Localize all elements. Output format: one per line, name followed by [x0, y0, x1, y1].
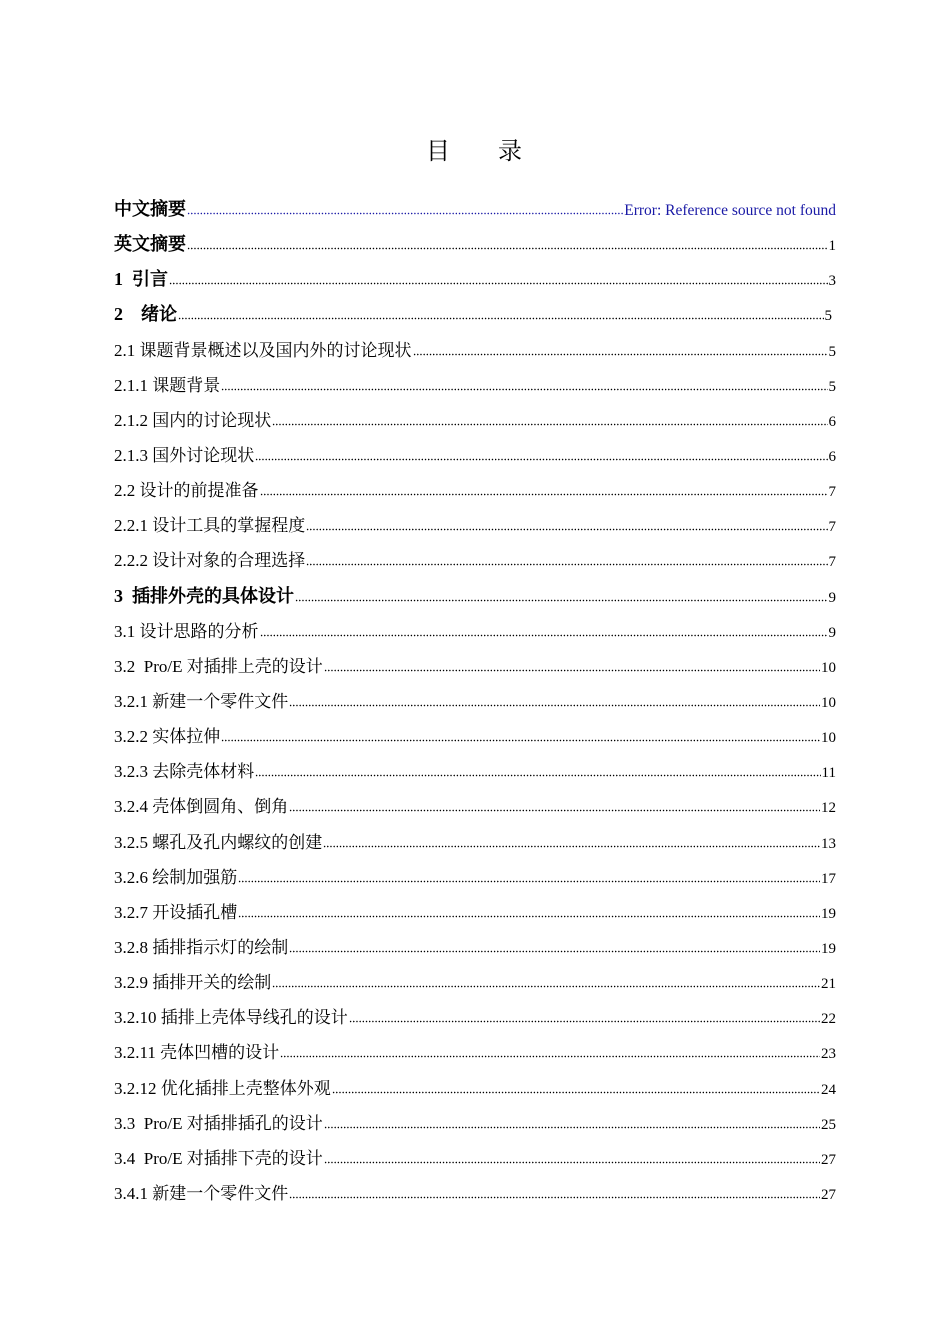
toc-dot-leader — [349, 1017, 820, 1023]
toc-dot-leader — [324, 1123, 820, 1129]
toc-page-number: 10 — [821, 659, 836, 676]
toc-page-number: 1 — [828, 238, 836, 255]
toc-page-number: 10 — [821, 694, 836, 711]
toc-page-number: 7 — [828, 519, 836, 536]
toc-page-number: 9 — [828, 624, 836, 641]
toc-title — [0, 137, 950, 167]
toc-entry-label: 3.2.12 优化插排上壳整体外观 — [114, 1078, 331, 1098]
toc-entry[interactable] — [114, 1071, 836, 1106]
toc-entry-label: 3.2.2 实体拉伸 — [114, 727, 221, 747]
toc-entry[interactable] — [114, 789, 836, 824]
toc-entry[interactable] — [114, 895, 836, 930]
toc-entry[interactable] — [114, 262, 836, 297]
toc-entry[interactable] — [114, 649, 836, 684]
toc-entry-label: 2.1.1 课题背景 — [114, 375, 221, 395]
toc-page-number: 9 — [828, 589, 836, 606]
toc-entry-label: 2.2.1 设计工具的掌握程度 — [114, 516, 306, 536]
toc-entry-label: 3.2.8 插排指示灯的绘制 — [114, 937, 289, 957]
toc-entry-label: 3.4 Pro/E 对插排下壳的设计 — [114, 1148, 323, 1168]
toc-entry[interactable] — [114, 579, 836, 614]
toc-page-number: 6 — [828, 413, 836, 430]
toc-dot-leader — [238, 877, 820, 883]
toc-entry[interactable] — [114, 403, 836, 438]
toc-dot-leader — [289, 1193, 820, 1199]
toc-entry-label: 英文摘要 — [114, 234, 186, 255]
toc-entry[interactable] — [114, 1176, 836, 1211]
toc-dot-leader — [272, 982, 820, 988]
toc-entry-label: 2.2 设计的前提准备 — [114, 481, 259, 501]
toc-entry[interactable] — [114, 930, 836, 965]
toc-entry[interactable] — [114, 473, 836, 508]
toc-entry[interactable] — [114, 227, 836, 262]
toc-dot-leader — [323, 842, 820, 848]
toc-entry[interactable] — [114, 825, 836, 860]
toc-dot-leader — [238, 912, 820, 918]
toc-entry[interactable] — [114, 1000, 836, 1035]
toc-dot-leader — [324, 666, 820, 672]
toc-page-number: 22 — [821, 1011, 836, 1028]
toc-entry-label: 2.1 课题背景概述以及国内外的讨论现状 — [114, 340, 412, 360]
toc-entry[interactable] — [114, 860, 836, 895]
toc-dot-leader — [169, 279, 828, 285]
toc-entry-label: 3.2.4 壳体倒圆角、倒角 — [114, 797, 289, 817]
toc-page-number: 7 — [828, 484, 836, 501]
toc-page-number: 25 — [821, 1116, 836, 1133]
toc-page-number: 24 — [821, 1081, 836, 1098]
toc-entry[interactable] — [114, 1141, 836, 1176]
toc-entry-label: 3 插排外壳的具体设计 — [114, 585, 294, 606]
toc-entry[interactable] — [114, 1106, 836, 1141]
toc-dot-leader — [221, 736, 820, 742]
toc-page-number: 27 — [821, 1186, 836, 1203]
toc-entry[interactable] — [114, 754, 836, 789]
toc-dot-leader — [295, 596, 828, 602]
toc-entry[interactable] — [114, 297, 836, 332]
toc-entry-label: 3.2.10 插排上壳体导线孔的设计 — [114, 1008, 348, 1028]
toc-page-number: 6 — [828, 448, 836, 465]
toc-entry-label: 3.2.3 去除壳体材料 — [114, 762, 255, 782]
toc-entry-label: 3.2.1 新建一个零件文件 — [114, 691, 289, 711]
toc-title-char-2: 录 — [498, 139, 524, 165]
toc-dot-leader — [306, 560, 827, 566]
toc-entry-label: 中文摘要 — [114, 199, 186, 219]
toc-entry-label: 3.1 设计思路的分析 — [114, 621, 259, 641]
toc-entry-label: 2.2.2 设计对象的合理选择 — [114, 551, 306, 571]
toc-entry-label: 3.2.7 开设插孔槽 — [114, 902, 238, 922]
toc-page-number: 5 — [828, 378, 836, 395]
toc-dot-leader — [324, 1158, 820, 1164]
toc-entry[interactable] — [114, 438, 836, 473]
toc-entry-label: 2 绪论 — [114, 304, 177, 325]
toc-page-number: 19 — [821, 905, 836, 922]
toc-dot-leader — [289, 947, 820, 953]
toc-page-number: 12 — [821, 800, 836, 817]
toc-entry-label: 3.2.9 插排开关的绘制 — [114, 973, 272, 993]
toc-error-reference[interactable]: Error: Reference source not found — [624, 202, 836, 219]
toc-entry-label: 3.4.1 新建一个零件文件 — [114, 1183, 289, 1203]
toc-page-number: 23 — [821, 1046, 836, 1063]
toc-entry[interactable] — [114, 192, 836, 227]
toc-entry[interactable] — [114, 368, 836, 403]
toc-entry-label: 3.2.5 螺孔及孔内螺纹的创建 — [114, 832, 323, 852]
toc-page-number: 21 — [821, 976, 836, 993]
toc-dot-leader — [289, 701, 820, 707]
toc-page-number: 27 — [821, 1151, 836, 1168]
toc-dot-leader — [178, 314, 824, 320]
toc-dot-leader — [187, 209, 623, 215]
toc-entry-label: 2.1.3 国外讨论现状 — [114, 445, 255, 465]
toc-page-number: 7 — [828, 554, 836, 571]
table-of-contents — [114, 192, 836, 1211]
toc-dot-leader — [187, 244, 828, 250]
toc-page-number: 3 — [828, 273, 836, 290]
toc-dot-leader — [260, 631, 828, 637]
toc-entry-label: 3.2 Pro/E 对插排上壳的设计 — [114, 656, 323, 676]
toc-dot-leader — [255, 771, 820, 777]
toc-entry[interactable] — [114, 508, 836, 543]
toc-entry[interactable] — [114, 965, 836, 1000]
toc-page-number: 10 — [821, 730, 836, 747]
toc-page-number: 5 — [828, 343, 836, 360]
toc-dot-leader — [255, 455, 827, 461]
toc-dot-leader — [413, 350, 828, 356]
toc-dot-leader — [289, 806, 820, 812]
toc-entry[interactable] — [114, 1035, 836, 1070]
toc-entry[interactable] — [114, 614, 836, 649]
toc-entry[interactable] — [114, 543, 836, 578]
toc-entry[interactable] — [114, 719, 836, 754]
toc-dot-leader — [221, 385, 827, 391]
toc-page-number: 13 — [821, 835, 836, 852]
toc-entry-label: 1 引言 — [114, 269, 168, 290]
toc-dot-leader — [306, 525, 827, 531]
toc-page-number: 5 — [824, 308, 832, 325]
toc-page-number: 11 — [821, 765, 836, 782]
toc-page-number: 17 — [821, 870, 836, 887]
toc-entry-label: 3.3 Pro/E 对插排插孔的设计 — [114, 1113, 323, 1133]
toc-dot-leader — [272, 420, 827, 426]
toc-dot-leader — [260, 490, 828, 496]
toc-entry[interactable] — [114, 333, 836, 368]
toc-title-char-1: 目 — [426, 139, 452, 165]
toc-dot-leader — [332, 1088, 820, 1094]
toc-entry-label: 2.1.2 国内的讨论现状 — [114, 410, 272, 430]
toc-entry-label: 3.2.6 绘制加强筋 — [114, 867, 238, 887]
toc-dot-leader — [280, 1052, 820, 1058]
toc-entry[interactable] — [114, 684, 836, 719]
toc-page-number: 19 — [821, 940, 836, 957]
toc-entry-label: 3.2.11 壳体凹槽的设计 — [114, 1043, 280, 1063]
